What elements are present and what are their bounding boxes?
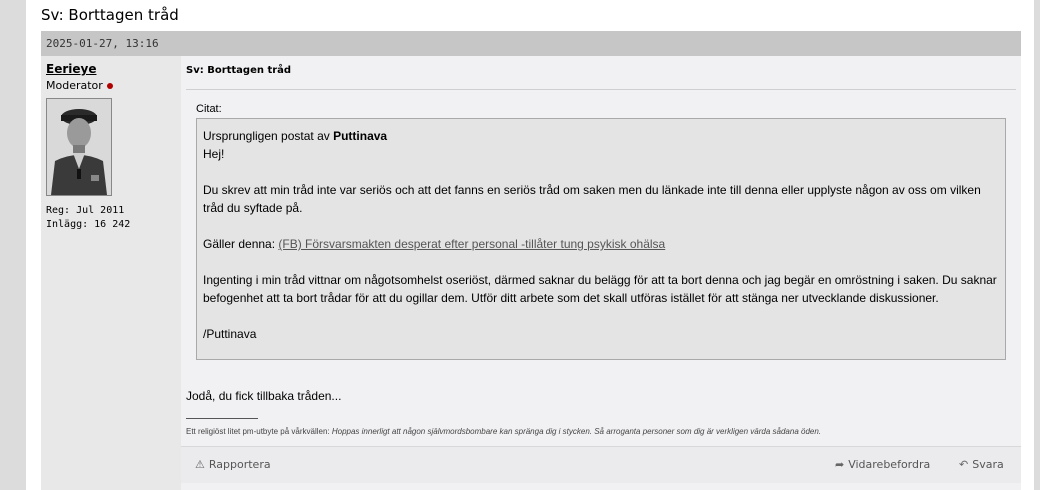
signature [186,427,821,436]
online-status-icon [107,83,113,89]
quote-reference-label: Gäller denna: [203,237,276,251]
quote-label: Citat: [196,103,222,115]
post-date: 2025-01-27, 13:16 [41,31,1021,56]
post-body [181,56,1021,490]
reply-label: Svara [972,458,1004,471]
thread-title: Sv: Borttagen tråd [41,6,179,24]
quote-paragraph-2: Ingenting i min tråd vittnar om någotsomhelst oseriöst, därmed saknar du belägg för att ta bort denna och jag begär en omröstning i saken. Du saknar befogenhet att ta bort trådar för att du ogillar dem. Utför ditt arbete som det skall utföras istället för att stänga ner utvecklande diskussioner. [203,273,997,305]
user-role [46,79,113,92]
reply-button[interactable] [959,458,1004,471]
user-role-label: Moderator [46,79,103,92]
page [26,0,1034,490]
divider [186,89,1016,90]
quote-thread-link[interactable]: (FB) Försvarsmakten desperat efter personal -tillåter tung psykisk ohälsa [278,237,666,251]
scroll-gutter [1034,0,1040,490]
quote-paragraph-1: Du skrev att min tråd inte var seriös och att det fanns en seriös tråd om saken men du länkade inte till denna eller upplyste någon av oss om vilken tråd du syftade på. [203,183,981,215]
username-link[interactable]: Eerieye [46,62,97,76]
avatar-portrait-icon [47,99,111,195]
quote-author: Puttinava [333,129,388,143]
quote-intro: Ursprungligen postat av [203,129,330,143]
reply-arrow-icon: ↶ [959,458,969,471]
quote-greeting: Hej! [203,147,225,161]
quote-signoff: /Puttinava [203,327,257,341]
user-registration: Reg: Jul 2011 [46,205,125,216]
user-stats [46,204,130,232]
user-post-count: Inlägg: 16 242 [46,219,131,230]
signature-prefix: Ett religiöst litet pm-utbyte på vårkvällen: [186,427,332,436]
quote-reference [203,235,999,253]
signature-divider [186,418,258,419]
report-label: Rapportera [208,458,271,471]
quote-box [196,118,1006,360]
post-action-bar [181,446,1021,483]
report-button[interactable] [195,458,271,471]
warning-icon: ⚠ [195,458,205,471]
quote-attribution [203,127,999,145]
reply-text: Jodå, du fick tillbaka tråden... [186,389,342,403]
forward-arrow-icon: ➦ [835,458,845,471]
post-title: Sv: Borttagen tråd [186,65,292,76]
user-info-column [41,56,181,490]
signature-quote: Hoppas innerligt att någon självmordsbombare kan spränga dig i stycken. Så arroganta personer som dig är verkligen värda sådana öden. [331,427,822,436]
forward-label: Vidarebefordra [848,458,931,471]
forward-button[interactable] [835,458,930,471]
avatar[interactable] [46,98,112,196]
